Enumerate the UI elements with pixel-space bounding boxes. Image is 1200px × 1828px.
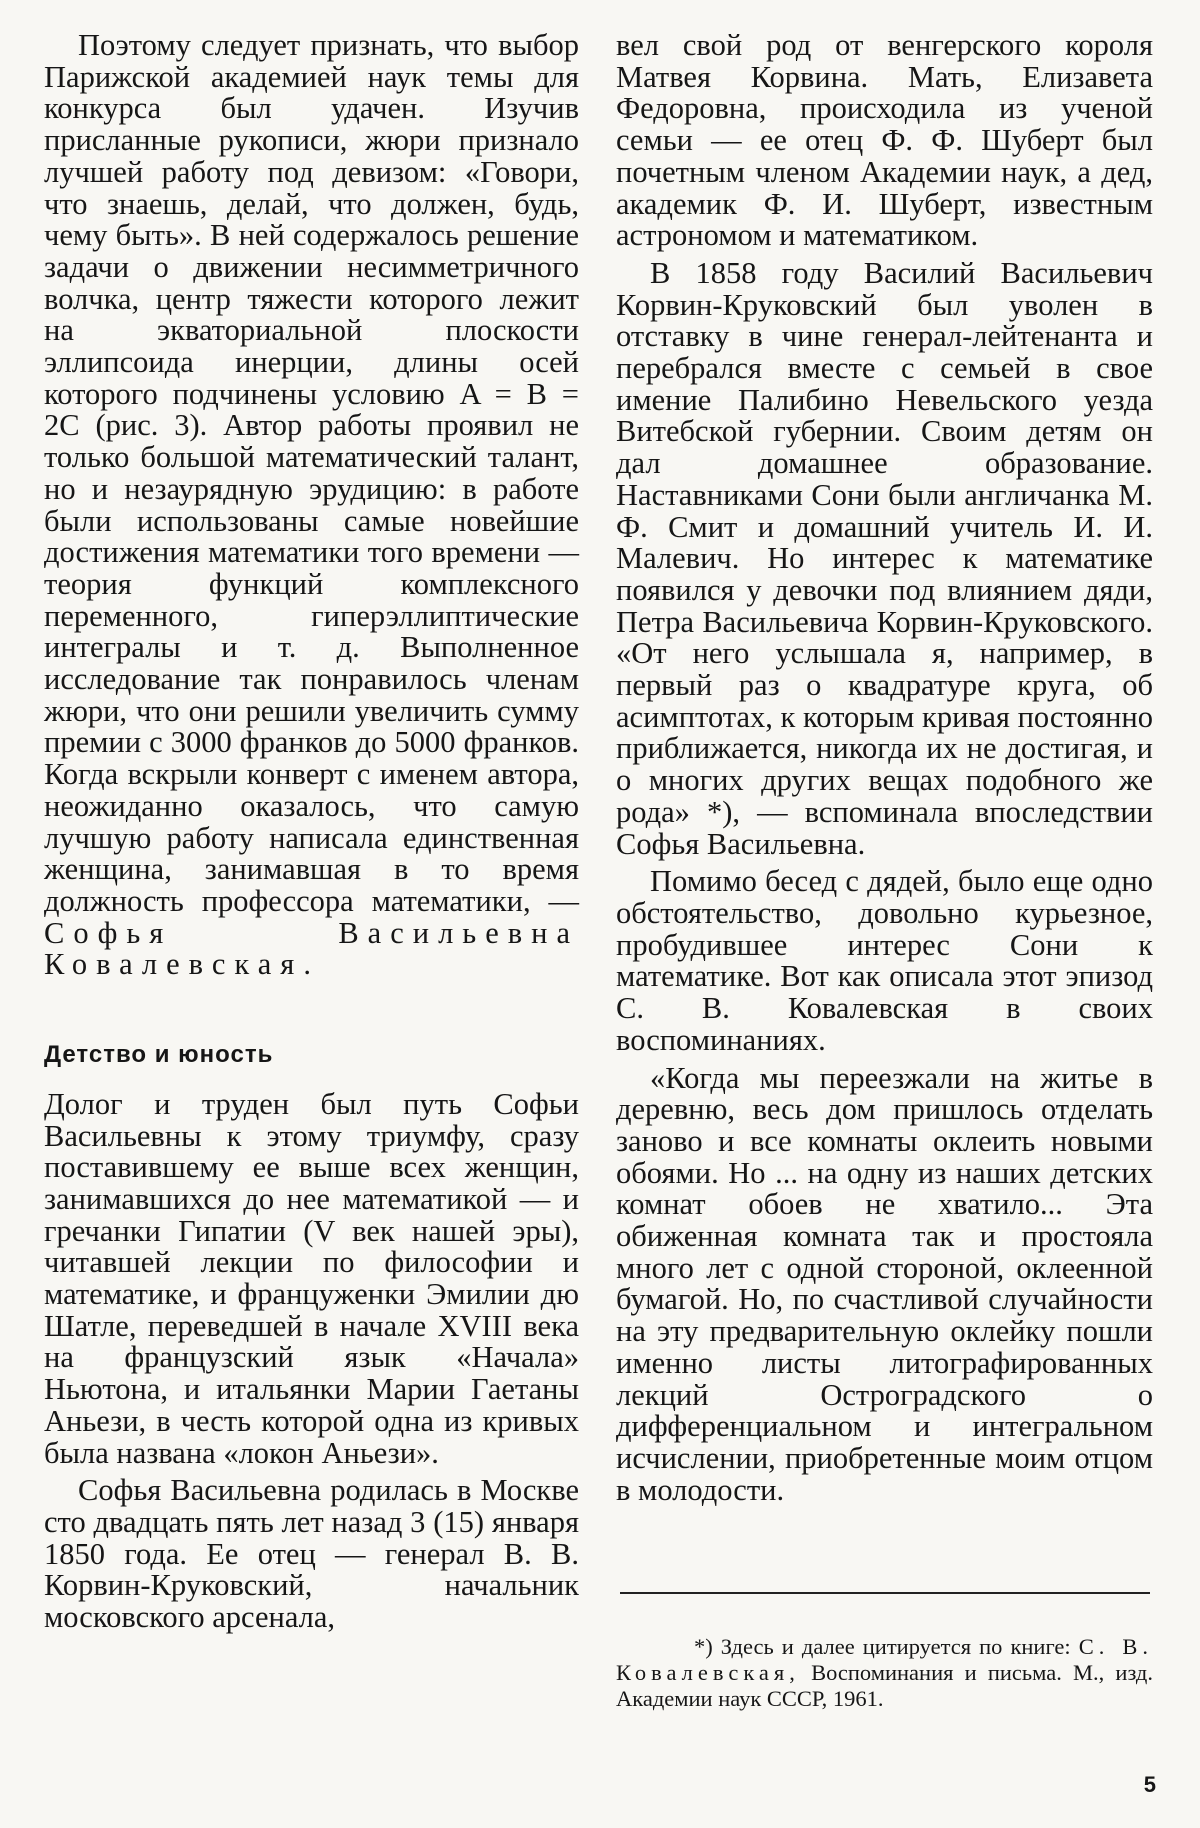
footnote-author: С. В. Ковалевская,: [616, 1634, 1153, 1685]
paragraph: В 1858 году Василий Васильевич Корвин-Круковский был уволен в отставку в чине генерал-лейтенанта и перебрался вместе с семьей в свое имение Палибино Невельского уезда Витебской губернии. Своим детям он дал домашнее образование. Наставниками Сони были англичанка М. Ф. Смит и домашний учитель И. И. Малевич. Но интерес к математике появился у девочки под влиянием дяди, Петра Васильевича Корвин-Круковского. «От него услышала я, например, в первый раз о квадратуре круга, об асимптотах, к которым кривая постоянно приближается, никогда их не достигая, и о многих других вещах подобного же рода» *), — вспоминала впоследствии Софья Васильевна.: [616, 255, 1153, 861]
paragraph: [44, 30, 579, 981]
paragraph-text: Поэтому следует признать, что выбор Парижской академией наук темы для конкурса был удачен. Изучив присланные рукописи, жюри признало лучшей работу под девизом: «Говори, что знаешь, делай, что должен, будь, чему быть». В ней содержалось решение задачи о движении несимметричного волчка, центр тяжести которого лежит на экваториальной плоскости эллипсоида инерции, длины осей которого подчинены условию A = B = 2C (рис. 3). Автор работы проявил не только большой математический талант, но и незаурядную эрудицию: в работе были использованы самые новейшие достижения математики того времени — теория функций комплексного переменного, гиперэллиптические интегралы и т. д. Выполненное исследование так понравилось членам жюри, что они решили увеличить сумму премии с 3000 франков до 5000 франков. Когда вскрыли конверт с именем автора, неожиданно оказалось, что самую лучшую работу написала единственная женщина, занимавшая в то время должность профессора математики, —: [44, 28, 579, 918]
footnote-marker: *): [694, 1634, 713, 1659]
paragraph: Помимо бесед с дядей, было еще одно обстоятельство, довольно курьезное, пробудившее интерес Сони к математике. Вот как описала этот эпизод С. В. Ковалевская в своих воспоминаниях.: [616, 864, 1153, 1057]
name-spaced: Софья Васильевна Ковалевская.: [44, 915, 579, 982]
footnote-lead: Здесь и далее цитируется по книге:: [720, 1634, 1071, 1659]
paragraph: Долог и труден был путь Софьи Васильевны к этому триумфу, сразу поставившему ее выше всех женщин, занимавшихся до нее математикой — и гречанки Гипатии (V век нашей эры), читавшей лекции по философии и математике, и француженки Эмилии дю Шатле, переведшей в начале XVIII века на французский язык «Начала» Ньютона, и итальянки Марии Гаетаны Аньези, в честь которой одна из кривых была названа «локон Аньези».: [44, 1086, 579, 1470]
paragraph: вел свой род от венгерского короля Матвея Корвина. Мать, Елизавета Федоровна, происходила из ученой семьи — ее отец Ф. Ф. Шуберт был почетным членом Академии наук, а дед, академик Ф. И. Шуберт, известным астрономом и математиком.: [616, 28, 1153, 253]
paragraph: «Когда мы переезжали на житье в деревню, весь дом пришлось отделать заново и все комнаты оклеить новыми обоями. Но ... на одну из наших детских комнат обоев не хватило... Эта обиженная комната так и простояла много лет с одной стороной, оклеенной бумагой. Но, по счастливой случайности на эту предварительную оклейку пошли именно листы литографированных лекций Остроградского о дифференциальном и интегральном исчислении, приобретенные моим отцом в молодости.: [616, 1060, 1153, 1507]
section-heading: Детство и юность: [44, 1041, 274, 1069]
left-column: [44, 30, 579, 1634]
footnote-divider: [620, 1592, 1150, 1594]
paragraph: Софья Васильевна родилась в Москве сто двадцать пять лет назад 3 (15) января 1850 года. Ее отец — генерал В. В. Корвин-Круковский, начальник московского арсенала,: [44, 1473, 579, 1635]
right-column: [616, 30, 1153, 1506]
page-number: 5: [1143, 1772, 1156, 1797]
footnote: [616, 1634, 1153, 1712]
footnote-rest: Воспоминания и письма. М., изд. Академии наук СССР, 1961.: [616, 1660, 1153, 1711]
